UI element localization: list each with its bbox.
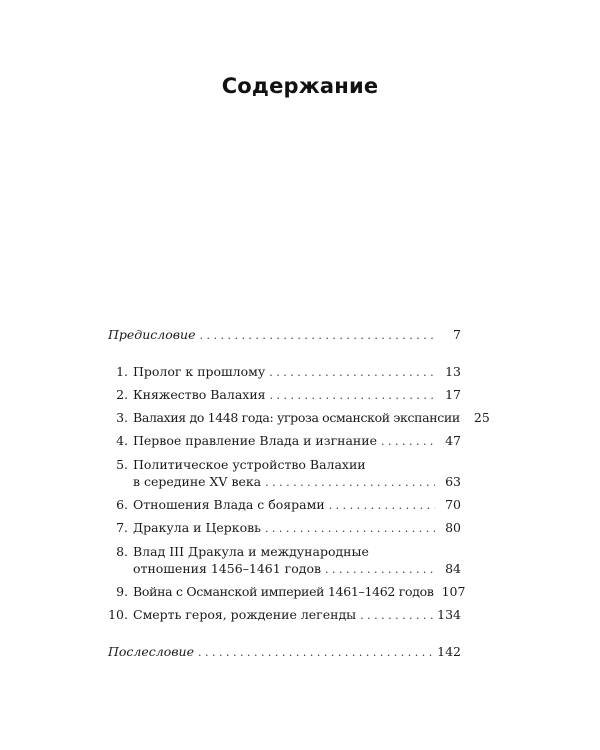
toc-entry-chapter-3[interactable] [108,409,490,427]
dot-leader [199,327,435,344]
toc-page-number: 13 [445,364,461,379]
toc-entry-title: Пролог к прошлому [133,364,266,379]
chapter-number: 4. [116,433,128,448]
toc-entry-title: Война с Османской империей 1461–1462 годов [133,584,434,599]
toc-entry-title: Предисловие [108,327,196,342]
dot-leader [270,387,435,404]
toc-entry-title: Первое правление Влада и изгнание [133,433,377,448]
toc-page-number: 7 [453,327,461,342]
toc-page-number: 47 [445,433,461,448]
dot-leader [360,607,433,624]
chapter-number: 6. [116,497,128,512]
toc-entry-chapter-6[interactable] [108,496,461,514]
chapter-number: 2. [116,387,128,402]
toc-page-number: 17 [445,387,461,402]
toc-entry-title-line-1: Политическое устройство Валахии [133,457,366,472]
toc-entry-preface[interactable] [108,326,461,344]
chapter-number: 1. [116,364,128,379]
toc-entry-title: Послесловие [108,644,194,659]
dot-leader [265,520,435,537]
toc-entry-title: Дракула и Церковь [133,520,261,535]
dot-leader [329,497,435,514]
toc-entry-chapter-9[interactable] [108,583,466,601]
dot-leader [198,644,433,661]
dot-leader [325,561,435,578]
toc-entry-afterword[interactable] [108,643,461,661]
toc-entry-title-line-1: Влад III Дракула и международные [133,544,369,559]
toc-entry-chapter-10[interactable] [108,606,461,624]
toc-entry-chapter-7[interactable] [108,519,461,537]
chapter-number: 10. [108,607,128,622]
toc-entry-chapter-1[interactable] [108,363,461,381]
dot-leader [269,364,435,381]
toc-page-number: 134 [437,607,461,622]
toc-page-number: 70 [445,497,461,512]
dot-leader [381,433,435,450]
chapter-number: 8. [116,544,128,559]
chapter-number: 3. [116,410,128,425]
chapter-number: 5. [116,457,128,472]
toc-page-number: 84 [445,561,461,576]
toc-entry-title: Валахия до 1448 года: угроза османской экспансии [133,410,460,425]
toc-page-number: 142 [437,644,461,659]
toc-entry-title-line-2: отношения 1456–1461 годов [133,561,322,576]
toc-page-number: 25 [473,410,490,425]
toc-entry-title: Смерть героя, рождение легенды [133,607,357,622]
toc-entry-title: Отношения Влада с боярами [133,497,325,512]
toc-page-number: 80 [445,520,461,535]
toc-page-number: 107 [441,584,466,599]
toc-entry-title-line-2: в середине XV века [133,474,262,489]
dot-leader [265,474,435,491]
toc-entry-chapter-8[interactable] [108,543,461,578]
toc-entry-chapter-4[interactable] [108,432,461,450]
toc-page-number: 63 [445,474,461,489]
chapter-number: 7. [116,520,128,535]
toc-entry-chapter-5[interactable] [108,456,461,491]
toc-entry-title: Княжество Валахия [133,387,266,402]
page-title: Содержание [221,74,379,98]
toc-entry-chapter-2[interactable] [108,386,461,404]
chapter-number: 9. [116,584,128,599]
